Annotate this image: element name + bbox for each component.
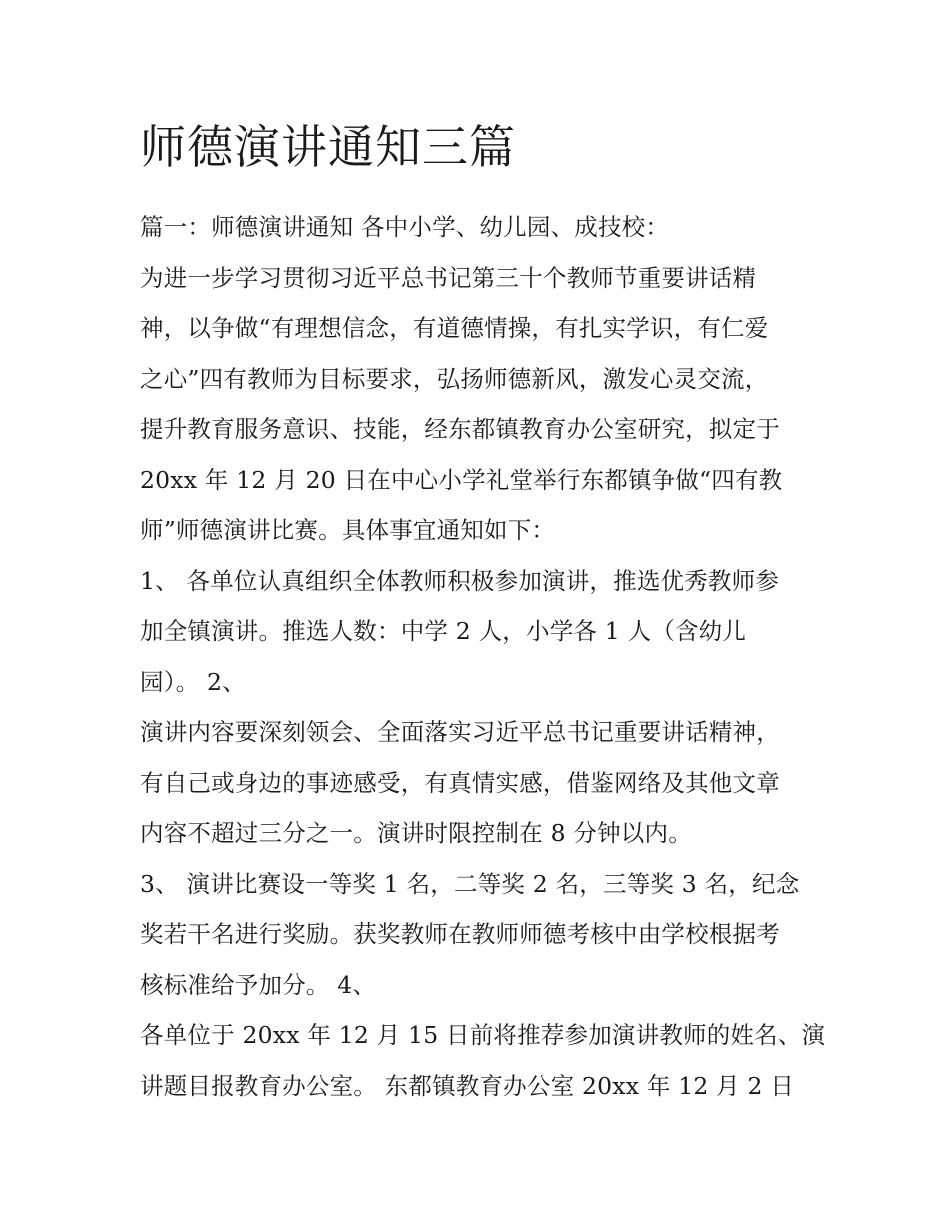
body-line: 篇一：师德演讲通知 各中小学、幼儿园、成技校： [140,213,670,241]
document-body [140,202,826,1111]
body-line: 1、 各单位认真组织全体教师积极参加演讲，推选优秀教师参 [140,566,780,595]
body-line: 奖若干名进行奖励。获奖教师在教师师德考核中由学校根据考 [140,920,780,948]
body-line: 之心”四有教师为目标要求，弘扬师德新风，激发心灵交流， [140,364,769,393]
body-line: 师”师德演讲比赛。具体事宜通知如下： [140,516,556,544]
body-line: 讲题目报教育办公室。 东都镇教育办公室 20xx 年 12 月 2 日 [140,1071,795,1100]
document-title: 师德演讲通知三篇 [140,120,516,174]
body-line: 核标准给予加分。 4、 [140,970,377,999]
body-line: 神，以争做“有理想信念，有道德情操，有扎实学识，有仁爱 [140,314,769,342]
body-line: 20xx 年 12 月 20 日在中心小学礼堂举行东都镇争做“四有教 [140,465,783,494]
body-line: 有自己或身边的事迹感受，有真情实感，借鉴网络及其他文章 [140,768,780,797]
body-line: 内容不超过三分之一。演讲时限控制在 8 分钟以内。 [140,819,692,847]
body-line: 提升教育服务意识、技能，经东都镇教育办公室研究，拟定于 [140,415,780,443]
body-line: 3、 演讲比赛设一等奖 1 名，二等奖 2 名，三等奖 3 名，纪念 [140,869,800,898]
body-line: 演讲内容要深刻领会、全面落实习近平总书记重要讲话精神， [140,718,780,746]
body-line: 为进一步学习贯彻习近平总书记第三十个教师节重要讲话精 [140,263,757,292]
body-line: 各单位于 20xx 年 12 月 15 日前将推荐参加演讲教师的姓名、演 [140,1021,826,1049]
body-line: 加全镇演讲。推选人数：中学 2 人，小学各 1 人（含幼儿 [140,617,747,645]
body-line: 园）。 2、 [140,667,246,696]
